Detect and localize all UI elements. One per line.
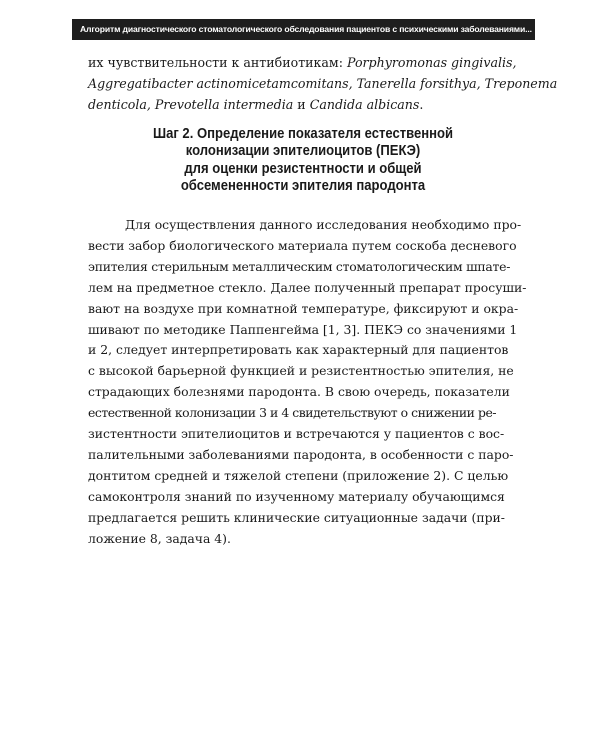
running-header: Алгоритм диагностического стоматологического обследования пациентов с психическими заболеваниями... xyxy=(72,19,535,40)
body-line: эпителия стерильным металлическим стоматологическим шпате- xyxy=(88,258,511,274)
body-line: предлагается решить клинические ситуационные задачи (при- xyxy=(88,509,505,525)
body-line: страдающих болезнями пародонта. В свою очередь, показатели xyxy=(88,384,510,400)
body-line: естественной колонизации 3 и 4 свидетельствуют о снижении ре- xyxy=(88,405,497,421)
body-line: самоконтроля знаний по изученному материалу обучающимся xyxy=(88,488,505,504)
body-line: донтитом средней и тяжелой степени (приложение 2). С целью xyxy=(88,467,509,483)
body-line: и 2, следует интерпретировать как характерный для пациентов xyxy=(88,342,509,358)
body-line: вают на воздухе при комнатной температуре, фиксируют и окра- xyxy=(88,300,519,316)
intro-paragraph xyxy=(88,52,558,115)
heading-line: для оценки резистентности и общей xyxy=(184,159,422,177)
heading-line: колонизации эпителиоцитов (ПЕКЭ) xyxy=(185,142,421,160)
body-line: Для осуществления данного исследования необходимо про- xyxy=(125,217,522,232)
body-line: с высокой барьерной функцией и резистентностью эпителия, не xyxy=(88,363,514,379)
intro-line-1: их чувствительности к антибиотикам: Porphyromonas gingivalis, xyxy=(88,55,517,70)
section-heading xyxy=(118,125,488,195)
body-line: вести забор биологического материала путем соскоба десневого xyxy=(88,237,517,253)
body-paragraph xyxy=(88,215,527,550)
intro-line-3: denticola, Prevotella intermedia и Candida albicans. xyxy=(88,97,424,112)
heading-line: Шаг 2. Определение показателя естественной xyxy=(152,125,454,142)
intro-line-2: Aggregatibacter actinomicetamcomitans, Tanerella forsithya, Treponema xyxy=(88,76,558,91)
heading-line: обсемененности эпителия пародонта xyxy=(180,177,426,195)
body-line: лем на предметное стекло. Далее полученный препарат просуши- xyxy=(88,279,527,295)
body-line: шивают по методике Паппенгейма [1, 3]. ПЕКЭ со значениями 1 xyxy=(88,321,518,337)
body-line: ложение 8, задача 4). xyxy=(88,530,231,546)
body-line: палительными заболеваниями пародонта, в особенности с паро- xyxy=(88,446,514,462)
body-line: зистентности эпителиоцитов и встречаются у пациентов с вос- xyxy=(88,426,505,442)
